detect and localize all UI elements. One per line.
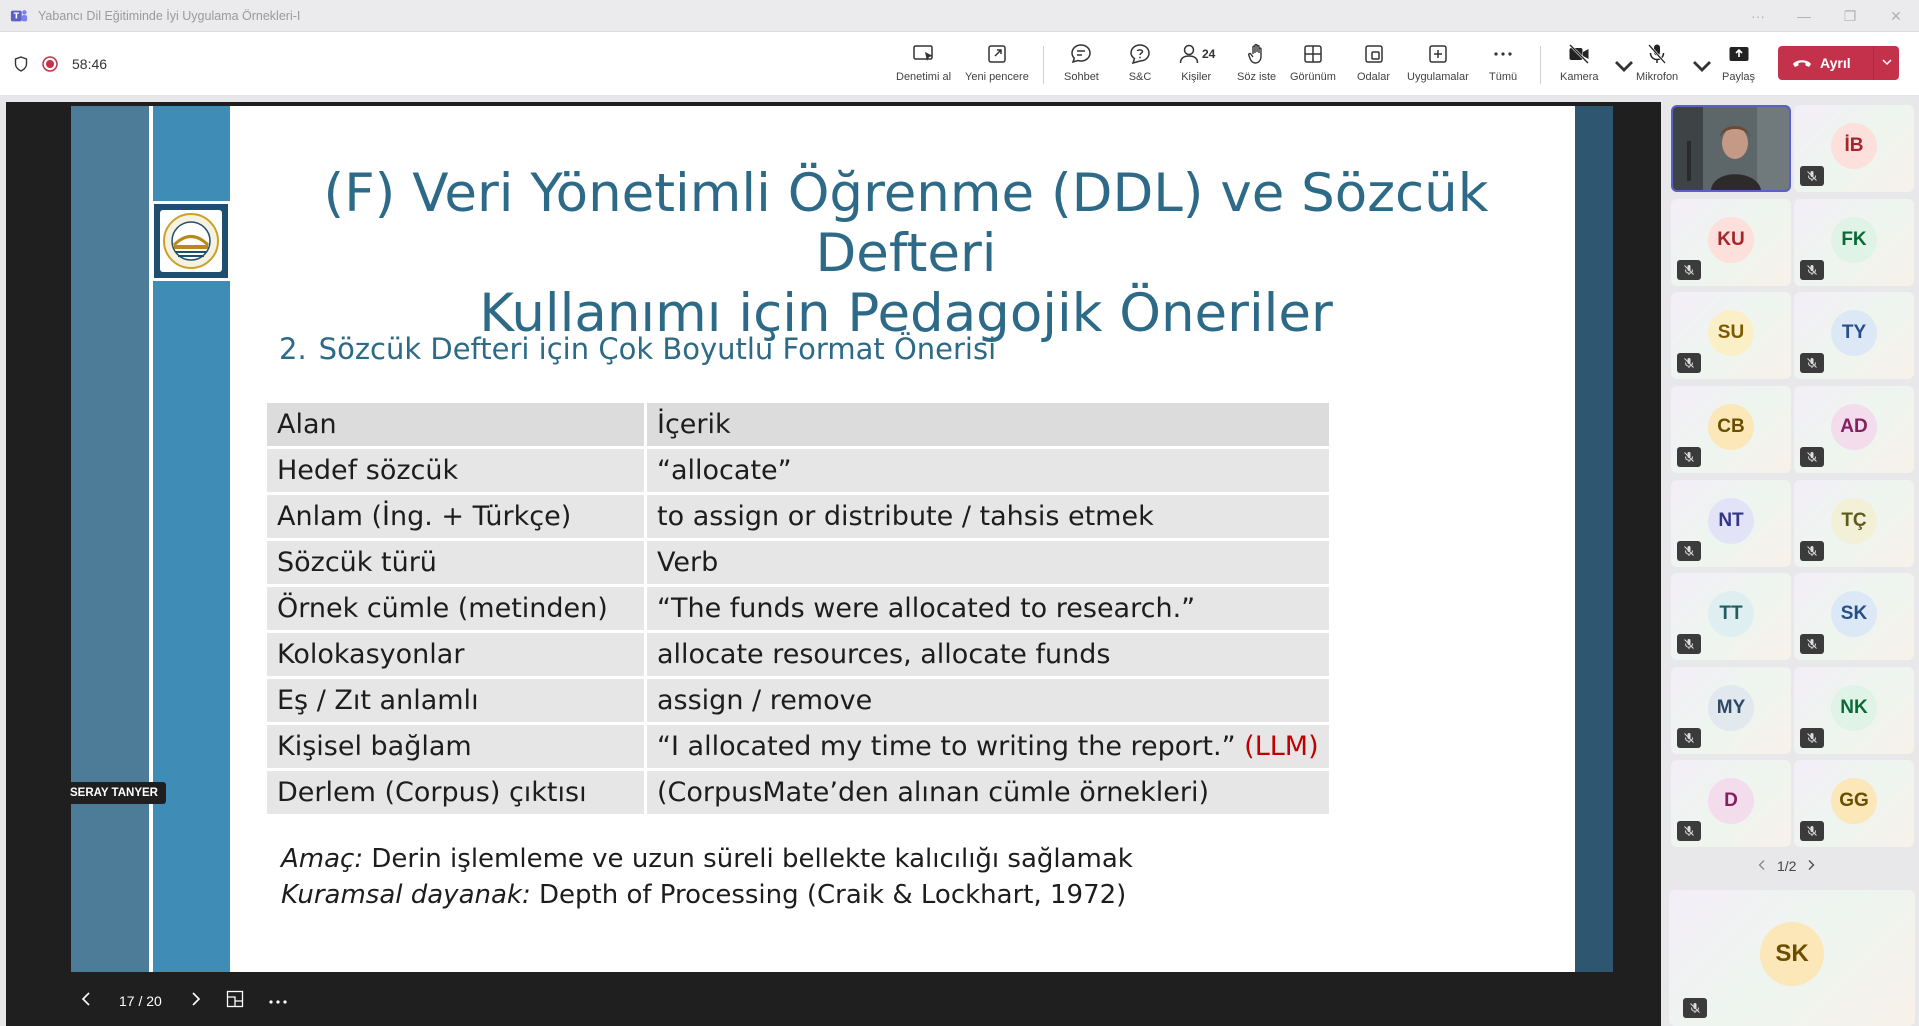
table-cell: Kolokasyonlar (267, 633, 647, 676)
table-row (267, 495, 1329, 538)
table-cell: “allocate” (647, 449, 1329, 492)
table-header: Alan (267, 403, 647, 446)
participant-tile[interactable] (1794, 760, 1914, 847)
university-logo (151, 201, 231, 281)
table-row (267, 725, 1329, 768)
participant-video (1673, 107, 1789, 190)
new-window-button[interactable]: Yeni pencere (965, 42, 1029, 90)
chevron-left-icon (1757, 859, 1767, 871)
raise-hand-button[interactable]: Söz iste (1237, 42, 1276, 90)
chat-button[interactable]: Sohbet (1064, 42, 1099, 90)
more-icon (268, 999, 288, 1005)
muted-indicator (1800, 728, 1824, 748)
shield-icon (14, 56, 28, 72)
table-row (267, 587, 1329, 630)
participant-tile[interactable] (1794, 386, 1914, 473)
shared-content-stage (6, 102, 1661, 1026)
muted-indicator (1800, 541, 1824, 561)
table-cell: “The funds were allocated to research.” (647, 587, 1329, 630)
muted-indicator (1800, 353, 1824, 373)
take-control-icon (912, 42, 936, 66)
avatar: KU (1708, 217, 1754, 263)
pop-out-icon (985, 42, 1009, 66)
maximize-button[interactable]: ❐ (1843, 7, 1857, 24)
grid-view-icon (1301, 42, 1325, 66)
microphone-button[interactable]: Mikrofon (1636, 42, 1678, 90)
camera-off-icon (1567, 42, 1591, 66)
table-cell: Örnek cümle (metinden) (267, 587, 647, 630)
table-cell: “I allocated my time to writing the report.” (LLM) (647, 725, 1329, 768)
participant-tile[interactable] (1671, 386, 1791, 473)
mic-options-chevron[interactable] (1690, 54, 1714, 102)
mic-off-icon (1806, 732, 1818, 744)
slide-notes (281, 841, 1133, 913)
mic-off-icon (1683, 545, 1695, 557)
participant-tile[interactable] (1671, 199, 1791, 286)
muted-indicator (1677, 353, 1701, 373)
presentation-slide (71, 106, 1613, 972)
view-button[interactable]: Görünüm (1290, 42, 1336, 90)
chevron-right-icon (190, 991, 202, 1007)
vocabulary-format-table (267, 400, 1329, 817)
mic-off-icon (1806, 638, 1818, 650)
next-slide-button[interactable] (190, 991, 202, 1012)
table-cell: Kişisel bağlam (267, 725, 647, 768)
window-titlebar (0, 0, 1919, 32)
participant-tile[interactable] (1794, 573, 1914, 660)
mic-off-icon (1806, 545, 1818, 557)
participant-video-tile[interactable] (1671, 105, 1791, 192)
table-cell: Anlam (İng. + Türkçe) (267, 495, 647, 538)
chat-icon (1069, 42, 1093, 66)
table-row (267, 449, 1329, 492)
avatar: TT (1708, 591, 1754, 637)
participant-tile[interactable] (1794, 480, 1914, 567)
mic-off-icon (1683, 451, 1695, 463)
avatar: CB (1708, 404, 1754, 450)
mic-off-icon (1806, 825, 1818, 837)
participant-tile[interactable] (1671, 573, 1791, 660)
muted-indicator (1677, 634, 1701, 654)
previous-page-button[interactable] (1757, 858, 1767, 874)
slide-subtitle: 2. Sözcük Defteri için Çok Boyutlu Format Önerisi (279, 332, 997, 366)
table-cell: Hedef sözcük (267, 449, 647, 492)
muted-indicator (1800, 634, 1824, 654)
participant-tile[interactable] (1671, 760, 1791, 847)
breakout-rooms-icon (1362, 42, 1386, 66)
table-cell: assign / remove (647, 679, 1329, 722)
muted-indicator (1683, 998, 1707, 1018)
participant-tile[interactable] (1794, 105, 1914, 192)
chevron-down-icon (1690, 54, 1714, 78)
avatar: NT (1708, 498, 1754, 544)
slide-grid-button[interactable] (226, 990, 244, 1013)
mic-off-icon (1806, 264, 1818, 276)
share-button[interactable]: Paylaş (1722, 42, 1755, 90)
university-seal-icon (162, 212, 220, 270)
slide-page-indicator: 17 / 20 (119, 993, 162, 1009)
participant-tile[interactable] (1794, 292, 1914, 379)
table-row (267, 541, 1329, 584)
rooms-button[interactable]: Odalar (1357, 42, 1390, 90)
chevron-right-icon (1806, 859, 1816, 871)
window-title: Yabancı Dil Eğitiminde İyi Uygulama Örnekleri-I (38, 8, 301, 23)
muted-indicator (1677, 821, 1701, 841)
presenter-name-tag: SERAY TANYER (62, 782, 166, 804)
slides-grid-icon (226, 990, 244, 1008)
participant-tile[interactable] (1671, 667, 1791, 754)
share-screen-icon (1727, 42, 1751, 66)
mic-off-icon (1683, 357, 1695, 369)
participant-tile[interactable] (1794, 667, 1914, 754)
slide-title: (F) Veri Yönetimli Öğrenme (DDL) ve Sözcük Defteri Kullanımı için Pedagojik Öneriler (323, 163, 1489, 344)
previous-slide-button[interactable] (80, 991, 92, 1012)
camera-button[interactable]: Kamera (1560, 42, 1599, 90)
goal-line: Amaç: Derin işlemleme ve uzun süreli bellekte kalıcılığı sağlamak (281, 844, 1133, 874)
leave-main[interactable]: Ayrıl (1778, 46, 1874, 80)
chevron-left-icon (80, 991, 92, 1007)
mic-off-icon (1683, 264, 1695, 276)
table-header: İçerik (647, 403, 1329, 446)
participants-gallery (1667, 102, 1919, 1026)
toolbar-divider (1043, 46, 1044, 84)
more-options-icon[interactable]: ··· (1751, 8, 1765, 24)
table-cell: Eş / Zıt anlamlı (267, 679, 647, 722)
avatar: İB (1831, 123, 1877, 169)
window-controls (1735, 0, 1919, 32)
avatar: SK (1831, 591, 1877, 637)
mic-off-icon (1683, 825, 1695, 837)
avatar: TY (1831, 310, 1877, 356)
table-row (267, 633, 1329, 676)
qa-button[interactable]: S&C (1128, 42, 1152, 90)
slide-navigation (6, 976, 1661, 1026)
participant-tile[interactable] (1671, 480, 1791, 567)
avatar: GG (1831, 778, 1877, 824)
hang-up-icon (1792, 57, 1812, 69)
meeting-toolbar (0, 32, 1919, 96)
gallery-page-indicator: 1/2 (1777, 858, 1797, 874)
avatar: TÇ (1831, 498, 1877, 544)
toolbar-divider (1540, 46, 1541, 84)
avatar: MY (1708, 685, 1754, 731)
table-cell: Verb (647, 541, 1329, 584)
avatar: SK (1760, 922, 1824, 986)
avatar: AD (1831, 404, 1877, 450)
mic-off-icon (1645, 42, 1669, 66)
table-cell: to assign or distribute / tahsis etmek (647, 495, 1329, 538)
slide-decoration (71, 106, 149, 972)
slide-more-button[interactable] (268, 992, 288, 1010)
featured-participant-tile[interactable] (1669, 890, 1915, 1026)
teams-logo-icon (10, 7, 28, 25)
recording-icon (42, 56, 58, 72)
muted-indicator (1677, 447, 1701, 467)
theory-line: Kuramsal dayanak: Depth of Processing (Craik & Lockhart, 1972) (281, 880, 1127, 910)
table-row (267, 771, 1329, 814)
meeting-status (14, 32, 107, 96)
more-icon (1491, 42, 1515, 66)
qa-icon (1128, 42, 1152, 66)
next-page-button[interactable] (1806, 858, 1816, 874)
chevron-down-icon (1881, 56, 1893, 68)
table-header-row (267, 403, 1329, 446)
avatar: SU (1708, 310, 1754, 356)
mic-off-icon (1683, 638, 1695, 650)
more-actions-button[interactable]: Tümü (1489, 42, 1517, 90)
camera-options-chevron[interactable] (1612, 54, 1636, 102)
leave-button[interactable] (1778, 46, 1899, 80)
participant-tile[interactable] (1794, 199, 1914, 286)
table-row (267, 679, 1329, 722)
gallery-pager (1757, 858, 1816, 874)
avatar: NK (1831, 685, 1877, 731)
llm-tag: (LLM) (1244, 731, 1319, 762)
muted-indicator (1800, 821, 1824, 841)
slide-decoration (1575, 106, 1613, 972)
muted-indicator (1800, 166, 1824, 186)
apps-button[interactable]: Uygulamalar (1407, 42, 1469, 90)
mic-off-icon (1683, 732, 1695, 744)
table-cell: Sözcük türü (267, 541, 647, 584)
mic-off-icon (1806, 170, 1818, 182)
table-cell: allocate resources, allocate funds (647, 633, 1329, 676)
mic-off-icon (1806, 451, 1818, 463)
meeting-timer: 58:46 (72, 56, 108, 72)
muted-indicator (1677, 728, 1701, 748)
minimize-button[interactable]: — (1797, 8, 1811, 24)
hand-icon (1245, 42, 1269, 66)
take-control-button[interactable]: Denetimi al (896, 42, 951, 90)
add-app-icon (1426, 42, 1450, 66)
avatar: D (1708, 778, 1754, 824)
mic-off-icon (1689, 1002, 1701, 1014)
muted-indicator (1800, 260, 1824, 280)
people-icon (1177, 42, 1201, 66)
close-button[interactable]: ✕ (1890, 7, 1902, 24)
mic-off-icon (1806, 357, 1818, 369)
muted-indicator (1677, 260, 1701, 280)
people-button[interactable]: 24 Kişiler (1177, 42, 1215, 90)
table-cell: Derlem (Corpus) çıktısı (267, 771, 647, 814)
participant-tile[interactable] (1671, 292, 1791, 379)
table-cell: (CorpusMate’den alınan cümle örnekleri) (647, 771, 1329, 814)
leave-options-chevron[interactable] (1874, 55, 1899, 71)
muted-indicator (1800, 447, 1824, 467)
avatar: FK (1831, 217, 1877, 263)
muted-indicator (1677, 541, 1701, 561)
chevron-down-icon (1612, 54, 1636, 78)
svg-text:T: T (13, 10, 20, 21)
people-count: 24 (1202, 47, 1216, 61)
